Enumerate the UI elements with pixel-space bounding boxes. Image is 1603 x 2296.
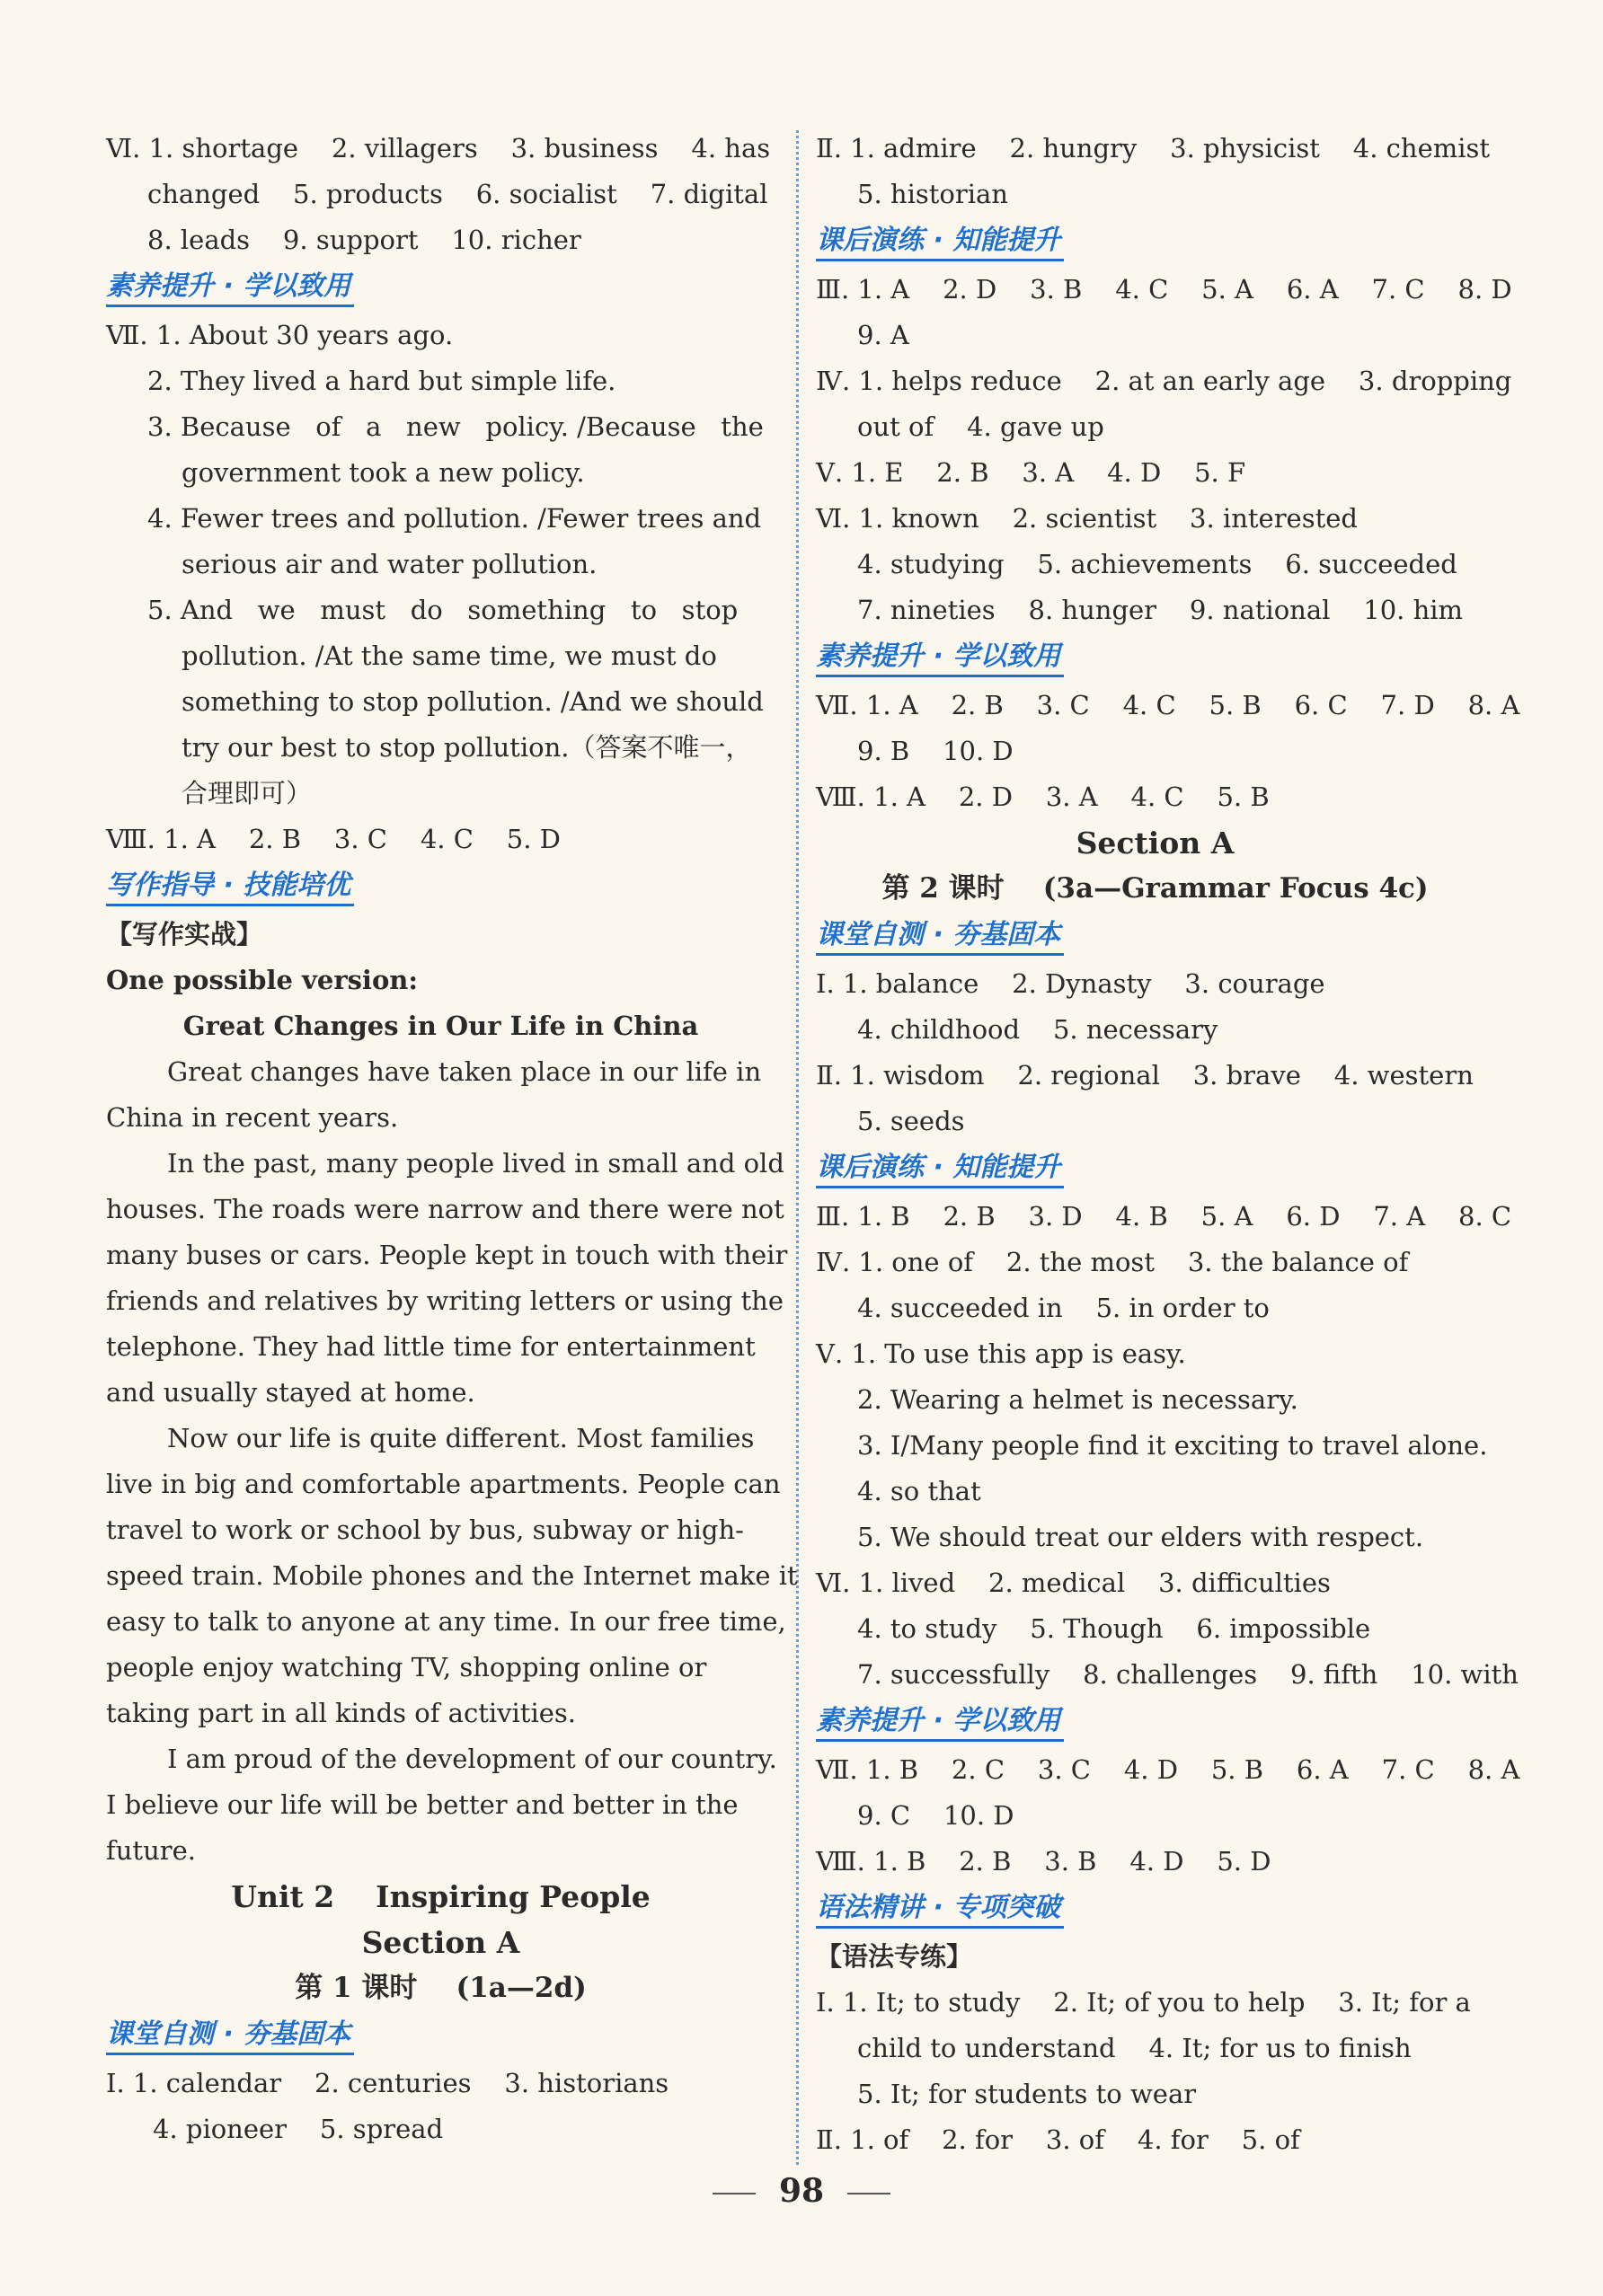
answer-line: Ⅱ. 1. admire 2. hungry 3. physicist 4. chemist [816, 133, 1491, 163]
grammar-practice-label: 【语法专练】 [816, 1941, 973, 1972]
section-heading: 课后演练 · 知能提升 [816, 223, 1064, 261]
answer-line: Ⅱ. 1. of 2. for 3. of 4. for 5. of [816, 2124, 1300, 2155]
section-heading: 语法精讲 · 专项突破 [816, 1890, 1064, 1929]
answer-line: 4. to study 5. Though 6. impossible [857, 1613, 1371, 1644]
answer-line: Ⅶ. 1. About 30 years ago. [106, 320, 454, 350]
section-heading: 素养提升 · 学以致用 [106, 269, 354, 307]
answer-line: 4. pioneer 5. spread [153, 2114, 444, 2144]
section-title: Section A [1076, 826, 1235, 861]
answer-line: 3. I/Many people find it exciting to travel alone. [857, 1430, 1488, 1461]
essay-line: telephone. They had little time for entertainment [106, 1331, 756, 1362]
one-possible-version: One possible version: [106, 965, 419, 995]
answer-line: Ⅴ. 1. E 2. B 3. A 4. D 5. F [816, 457, 1246, 488]
page-number: 98 [778, 2172, 825, 2210]
answer-line: something to stop pollution. /And we should [182, 686, 764, 717]
essay-line: houses. The roads were narrow and there were not [106, 1194, 784, 1224]
answer-line: 9. C 10. D [857, 1800, 1014, 1831]
section-heading: 素养提升 · 学以致用 [816, 1703, 1064, 1742]
answer-line: 9. A [857, 320, 909, 350]
answer-line: Ⅰ. 1. It; to study 2. It; of you to help 3. It; for a [816, 1987, 1471, 2018]
answer-line: 4. childhood 5. necessary [857, 1014, 1218, 1045]
answer-line: Ⅱ. 1. wisdom 2. regional 3. brave 4. western [816, 1060, 1474, 1091]
section-heading: 写作指导 · 技能培优 [106, 868, 354, 906]
answer-line: Ⅵ. 1. lived 2. medical 3. difficulties [816, 1567, 1331, 1598]
answer-line: 8. leads 9. support 10. richer [147, 225, 581, 255]
answer-line: Ⅷ. 1. A 2. D 3. A 4. C 5. B [816, 782, 1270, 812]
right-column [816, 126, 1520, 2163]
footer-dash [713, 2193, 756, 2194]
essay-line: Now our life is quite different. Most families [167, 1423, 755, 1453]
section-title: Section A [361, 1925, 520, 1960]
writing-practice-label: 【写作实战】 [106, 919, 263, 949]
essay-line: taking part in all kinds of activities. [106, 1698, 576, 1728]
answer-line: changed 5. products 6. socialist 7. digital [147, 179, 768, 209]
answer-line: 4. Fewer trees and pollution. /Fewer trees and [147, 503, 762, 534]
essay-line: friends and relatives by writing letters or using the [106, 1285, 784, 1316]
essay-line: people enjoy watching TV, shopping online or [106, 1652, 707, 1682]
essay-line: easy to talk to anyone at any time. In our free time, [106, 1606, 786, 1637]
essay-line: and usually stayed at home. [106, 1377, 475, 1408]
lesson-title: 第 1 课时 (1a—2d) [295, 1972, 587, 2004]
essay-line: future. [106, 1835, 196, 1866]
answer-line: 7. nineties 8. hunger 9. national 10. him [857, 595, 1464, 625]
answer-line: 4. studying 5. achievements 6. succeeded [857, 549, 1457, 579]
section-heading: 课后演练 · 知能提升 [816, 1150, 1064, 1188]
answer-line: child to understand 4. It; for us to finish [857, 2033, 1412, 2063]
answer-line: Ⅳ. 1. helps reduce 2. at an early age 3. dropping [816, 366, 1512, 396]
essay-line: Great changes have taken place in our life in [167, 1056, 762, 1087]
page-number-footer [0, 2172, 1603, 2210]
answer-line: 4. succeeded in 5. in order to [857, 1293, 1270, 1323]
section-heading: 课堂自测 · 夯基固本 [106, 2017, 354, 2055]
answer-line: Ⅵ. 1. shortage 2. villagers 3. business 4. has [106, 133, 771, 163]
answer-line: 9. B 10. D [857, 736, 1014, 766]
column-divider [796, 130, 799, 2165]
answer-line: try our best to stop pollution.（答案不唯一， [182, 732, 752, 763]
section-heading: 素养提升 · 学以致用 [816, 639, 1064, 677]
answer-line: 2. Wearing a helmet is necessary. [857, 1384, 1298, 1415]
answer-line: 3. Because of a new policy. /Because the [147, 411, 764, 442]
essay-line: China in recent years. [106, 1102, 399, 1133]
answer-line: Ⅲ. 1. B 2. B 3. D 4. B 5. A 6. D 7. A 8. C [816, 1201, 1512, 1232]
answer-line: Ⅶ. 1. A 2. B 3. C 4. C 5. B 6. C 7. D 8. A [816, 690, 1520, 720]
essay-line: speed train. Mobile phones and the Internet make it [106, 1560, 798, 1591]
essay-line: I believe our life will be better and better in the [106, 1789, 739, 1820]
essay-line: many buses or cars. People kept in touch with their [106, 1240, 788, 1270]
essay-line: live in big and comfortable apartments. People can [106, 1469, 781, 1499]
answer-line: Ⅴ. 1. To use this app is easy. [816, 1338, 1186, 1369]
answer-line: 2. They lived a hard but simple life. [147, 366, 616, 396]
answer-line: out of 4. gave up [857, 411, 1104, 442]
answer-line: 5. We should treat our elders with respect. [857, 1522, 1424, 1552]
answer-line: Ⅵ. 1. known 2. scientist 3. interested [816, 503, 1358, 534]
answer-line: Ⅶ. 1. B 2. C 3. C 4. D 5. B 6. A 7. C 8. A [816, 1754, 1520, 1785]
answer-line: 5. seeds [857, 1106, 965, 1136]
answer-line: Ⅲ. 1. A 2. D 3. B 4. C 5. A 6. A 7. C 8. D [816, 274, 1512, 305]
answer-line: 5. It; for students to wear [857, 2079, 1197, 2109]
left-column [106, 126, 798, 2152]
answer-line: 合理即可） [182, 778, 313, 808]
answer-line: Ⅰ. 1. calendar 2. centuries 3. historians [106, 2068, 669, 2098]
answer-line: 5. historian [857, 179, 1008, 209]
answer-line: serious air and water pollution. [182, 549, 598, 579]
answer-line: 7. successfully 8. challenges 9. fifth 10. with [857, 1659, 1519, 1690]
lesson-title: 第 2 课时 (3a—Grammar Focus 4c) [881, 872, 1429, 905]
essay-title: Great Changes in Our Life in China [182, 1011, 699, 1041]
answer-line: Ⅳ. 1. one of 2. the most 3. the balance of [816, 1247, 1409, 1277]
answer-line: 5. And we must do something to stop [147, 595, 739, 625]
essay-line: travel to work or school by bus, subway or high- [106, 1514, 744, 1545]
footer-dash [847, 2193, 890, 2194]
essay-line: In the past, many people lived in small and old [167, 1148, 784, 1179]
unit-title: Unit 2 Inspiring People [231, 1879, 651, 1914]
section-heading: 课堂自测 · 夯基固本 [816, 917, 1064, 956]
answer-line: Ⅷ. 1. B 2. B 3. B 4. D 5. D [816, 1846, 1271, 1877]
answer-line: 4. so that [857, 1476, 981, 1506]
answer-line: Ⅷ. 1. A 2. B 3. C 4. C 5. D [106, 824, 561, 854]
answer-line: pollution. /At the same time, we must do [182, 640, 717, 671]
answer-line: Ⅰ. 1. balance 2. Dynasty 3. courage [816, 968, 1325, 999]
essay-line: I am proud of the development of our country. [167, 1744, 777, 1774]
answer-line: government took a new policy. [182, 457, 585, 488]
